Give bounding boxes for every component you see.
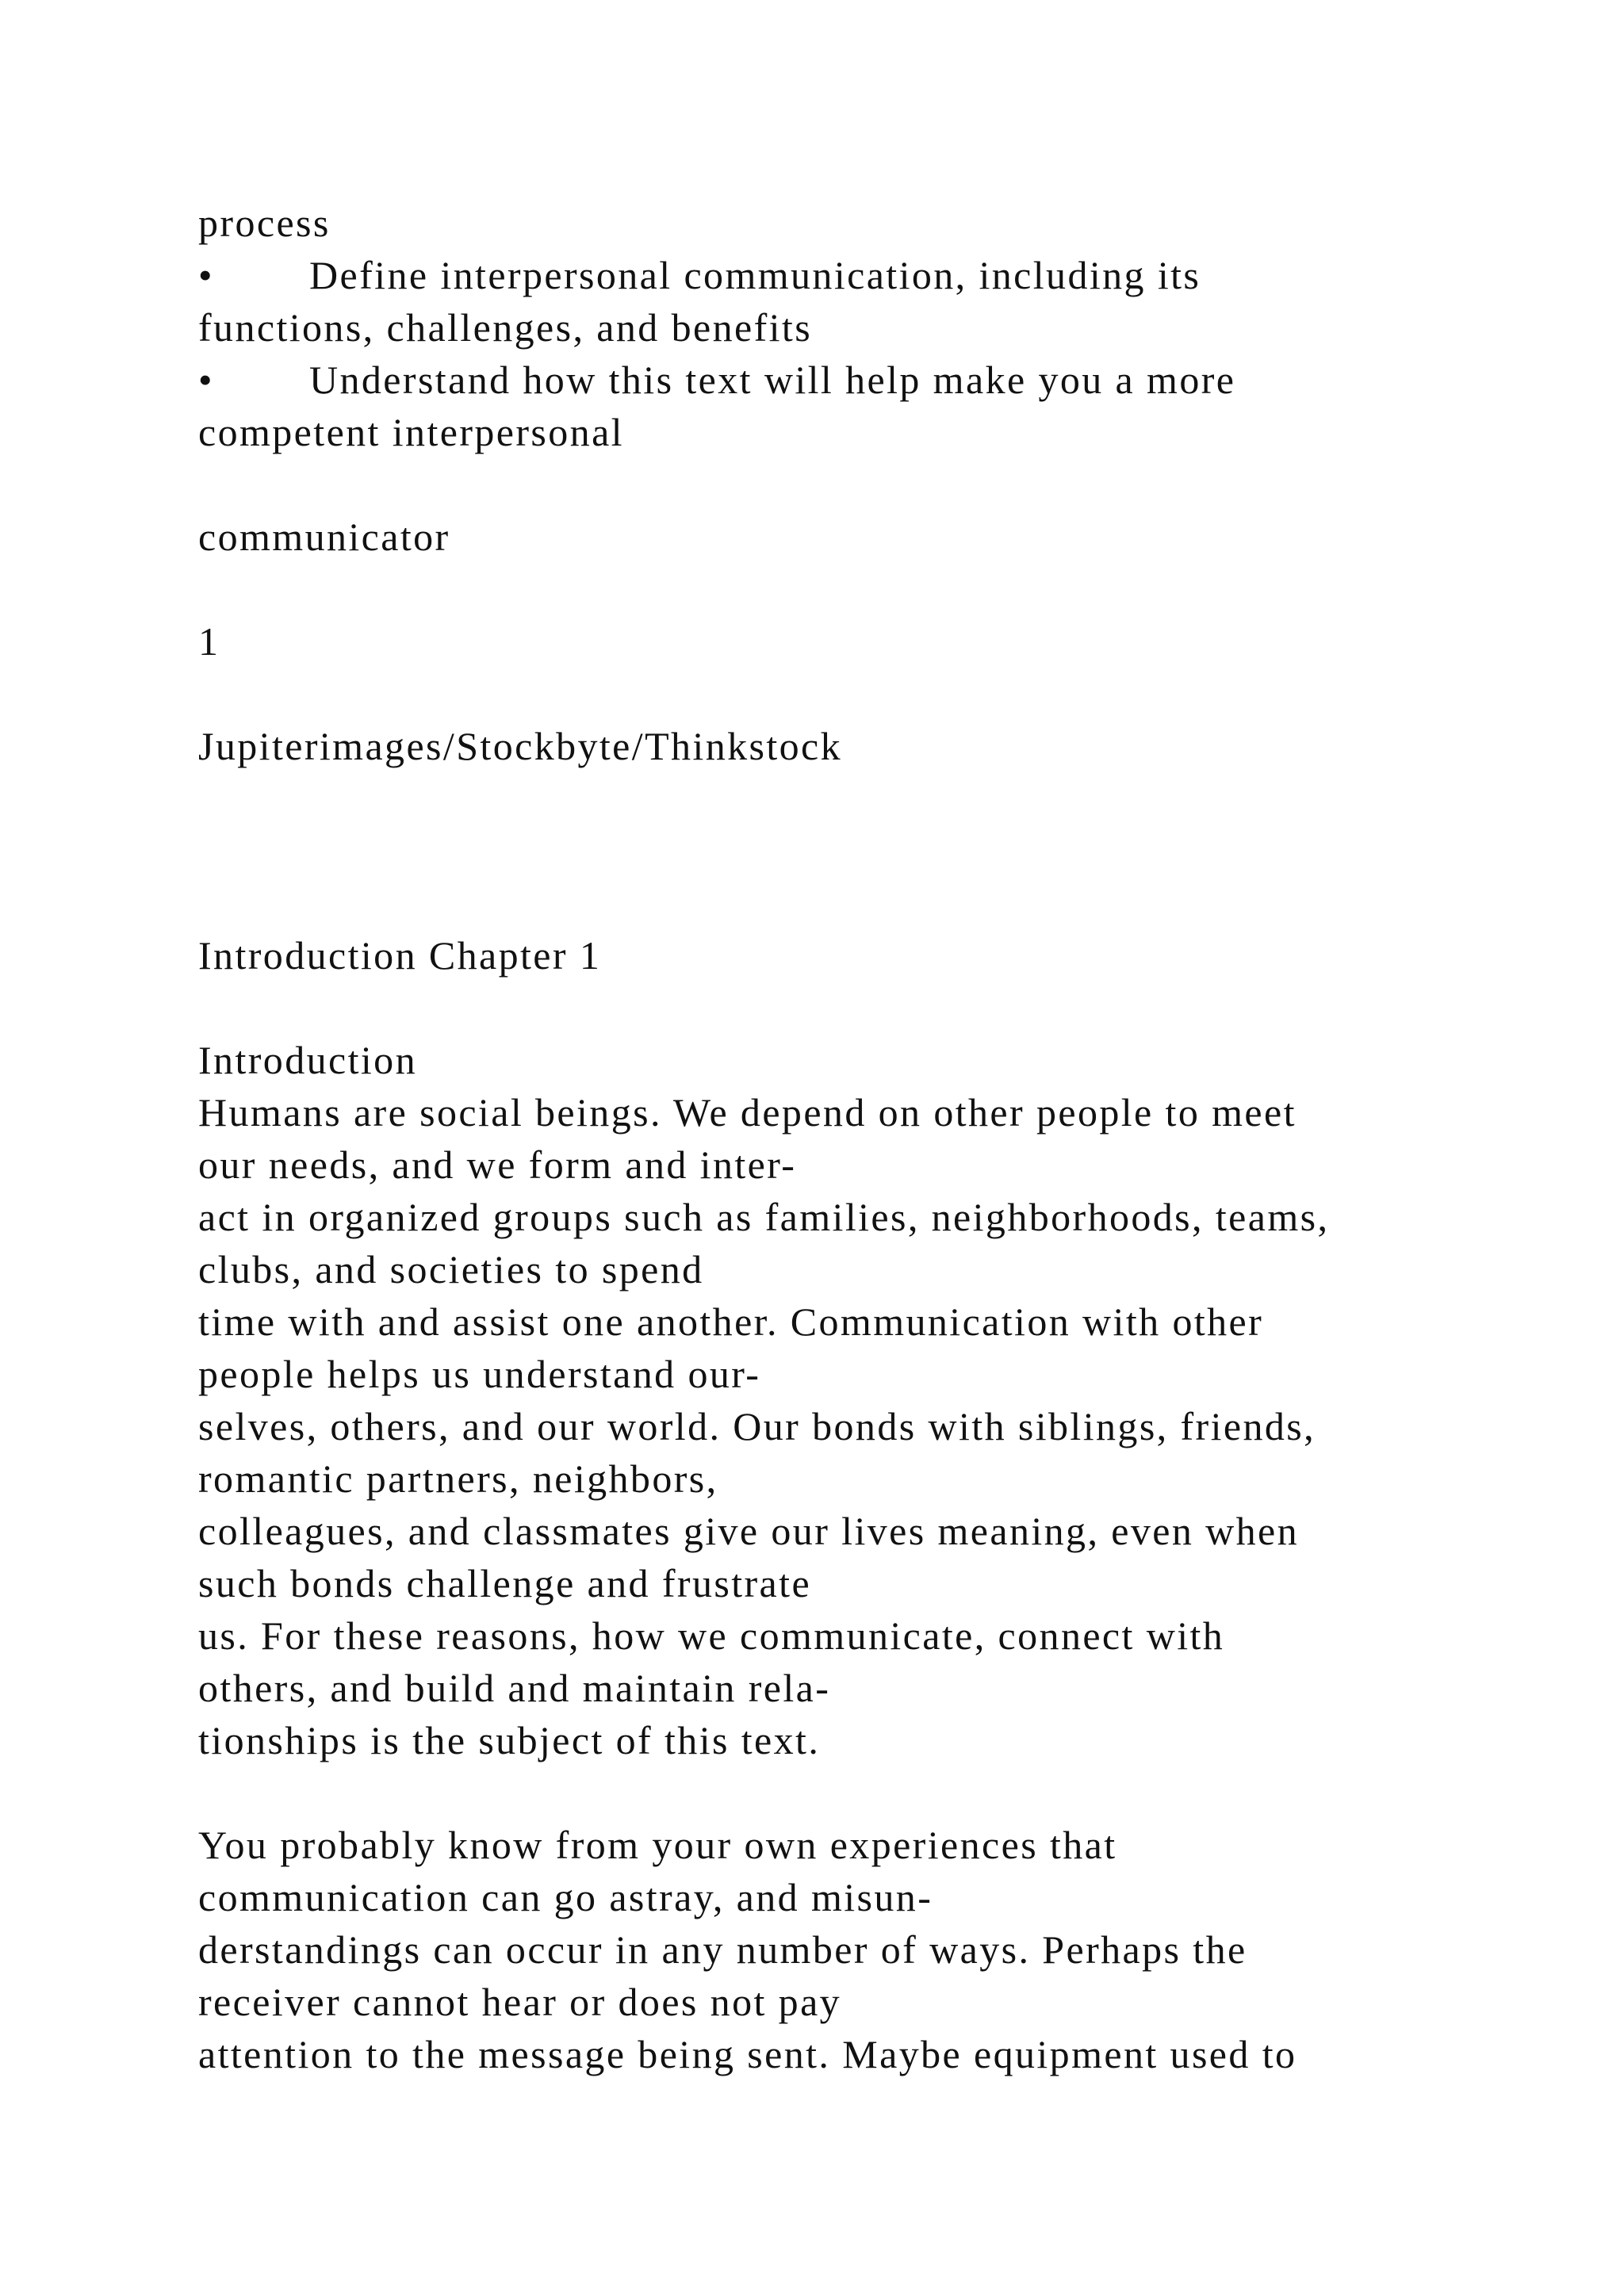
bullet-icon: • bbox=[198, 253, 214, 297]
paragraph-1-line: Humans are social beings. We depend on other people to meet bbox=[198, 1090, 1297, 1135]
paragraph-2-line: You probably know from your own experiences that bbox=[198, 1823, 1117, 1867]
photo-credit: Jupiterimages/Stockbyte/Thinkstock bbox=[198, 724, 843, 768]
objective-item-1-text: Define interpersonal communication, including its bbox=[309, 253, 1201, 297]
objective-line-process: process bbox=[198, 201, 331, 245]
objective-item-1-cont: functions, challenges, and benefits bbox=[198, 305, 813, 350]
paragraph-1-line: our needs, and we form and inter- bbox=[198, 1142, 797, 1187]
chapter-number: 1 bbox=[198, 619, 220, 664]
paragraph-2-line: receiver cannot hear or does not pay bbox=[198, 1980, 842, 2024]
paragraph-1-line: people helps us understand our- bbox=[198, 1352, 761, 1396]
objective-item-2-end: communicator bbox=[198, 515, 450, 559]
paragraph-1-line: others, and build and maintain rela- bbox=[198, 1666, 831, 1710]
paragraph-1-line: us. For these reasons, how we communicate, connect with bbox=[198, 1613, 1225, 1658]
running-header: Introduction Chapter 1 bbox=[198, 933, 602, 978]
paragraph-1-line: clubs, and societies to spend bbox=[198, 1247, 704, 1292]
paragraph-1-line: tionships is the subject of this text. bbox=[198, 1718, 821, 1762]
paragraph-1-line: such bonds challenge and frustrate bbox=[198, 1561, 812, 1605]
paragraph-1-line: selves, others, and our world. Our bonds with siblings, friends, bbox=[198, 1404, 1316, 1448]
objective-item-1 bbox=[198, 249, 1201, 301]
section-heading: Introduction bbox=[198, 1038, 417, 1082]
paragraph-2-line: attention to the message being sent. Maybe equipment used to bbox=[198, 2032, 1297, 2076]
objective-item-2-text: Understand how this text will help make you a more bbox=[309, 358, 1236, 402]
paragraph-2-line: derstandings can occur in any number of ways. Perhaps the bbox=[198, 1927, 1247, 1972]
objective-item-2-cont: competent interpersonal bbox=[198, 410, 624, 454]
paragraph-1-line: romantic partners, neighbors, bbox=[198, 1456, 718, 1501]
paragraph-1-line: time with and assist one another. Communication with other bbox=[198, 1299, 1264, 1344]
paragraph-2-line: communication can go astray, and misun- bbox=[198, 1875, 933, 1919]
paragraph-1-line: act in organized groups such as families, neighborhoods, teams, bbox=[198, 1195, 1330, 1239]
paragraph-1-line: colleagues, and classmates give our lives meaning, even when bbox=[198, 1509, 1300, 1553]
objective-item-2 bbox=[198, 354, 1235, 406]
bullet-icon: • bbox=[198, 358, 214, 402]
